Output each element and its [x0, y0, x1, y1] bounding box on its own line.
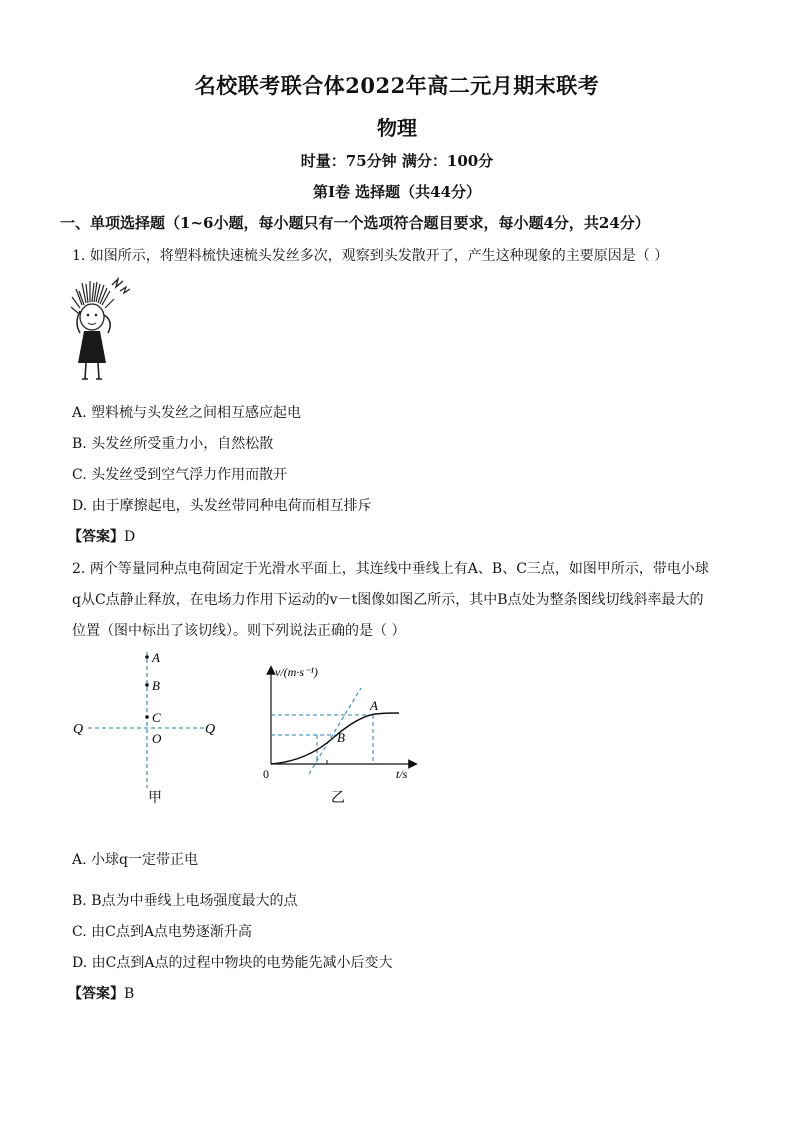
q2-stem-line1: 2. 两个等量同种点电荷固定于光滑水平面上，其连线中垂线上有A、B、C三点，如图甲所示，带电小球: [72, 561, 709, 577]
q2-option-d: D. 由C点到A点的过程中物块的电势能先减小后变大: [72, 955, 393, 971]
yi-figure-label: 乙: [331, 791, 345, 806]
subject-title: 物理: [377, 116, 417, 140]
yi-x-axis-label: t/s: [396, 767, 408, 781]
q2-answer-value: B: [124, 986, 135, 1002]
jia-label-c: C: [152, 710, 161, 725]
q1-answer-value: D: [124, 529, 136, 545]
q2-answer-tag: 【答案】: [68, 986, 124, 1002]
volume-heading: 第I卷 选择题（共44分）: [312, 183, 482, 201]
time-score-info: 时量：75分钟 满分：100分: [300, 152, 494, 170]
q2-figure-yi: [255, 660, 425, 810]
jia-label-o: O: [152, 731, 162, 746]
yi-y-axis-label: v/(m·s⁻¹): [275, 665, 318, 679]
jia-label-a: A: [152, 650, 160, 665]
q2-figure-jia: [70, 648, 230, 808]
q1-option-b: B. 头发丝所受重力小，自然松散: [72, 436, 274, 452]
jia-label-b: B: [152, 678, 160, 693]
q1-option-a: A. 塑料梳与头发丝之间相互感应起电: [72, 405, 302, 421]
q2-option-b: B. B点为中垂线上电场强度最大的点: [72, 893, 298, 909]
jia-figure-label: 甲: [148, 791, 162, 806]
q2-option-a: A. 小球q一定带正电: [72, 852, 198, 868]
yi-origin-label: 0: [263, 767, 269, 781]
q1-option-c: C. 头发丝受到空气浮力作用而散开: [72, 467, 288, 483]
q2-answer: [68, 983, 134, 1003]
q1-answer-tag: 【答案】: [68, 529, 124, 545]
yi-label-a: A: [370, 698, 378, 713]
q1-answer: [68, 526, 135, 546]
q1-option-d: D. 由于摩擦起电，头发丝带同种电荷而相互排斥: [72, 498, 372, 514]
exam-title: 名校联考联合体2022年高二元月期末联考: [194, 73, 600, 98]
q1-stem: 1. 如图所示，将塑料梳快速梳头发丝多次，观察到头发散开了，产生这种现象的主要原因是（ ）: [72, 248, 669, 264]
q2-stem-line2: q从C点静止释放，在电场力作用下运动的v－t图像如图乙所示，其中B点处为整条图线切线斜率最大的: [72, 592, 704, 608]
q2-option-c: C. 由C点到A点电势逐渐升高: [72, 924, 252, 940]
q1-figure-hair-image: [70, 275, 135, 385]
section-heading: 一、单项选择题（1~6小题，每小题只有一个选项符合题目要求，每小题4分，共24分）: [60, 214, 650, 232]
jia-charge-left: Q: [73, 722, 84, 737]
yi-label-b: B: [337, 730, 345, 745]
q2-stem-line3: 位置（图中标出了该切线）。则下列说法正确的是（ ）: [72, 623, 406, 639]
jia-charge-right: Q: [205, 722, 216, 737]
